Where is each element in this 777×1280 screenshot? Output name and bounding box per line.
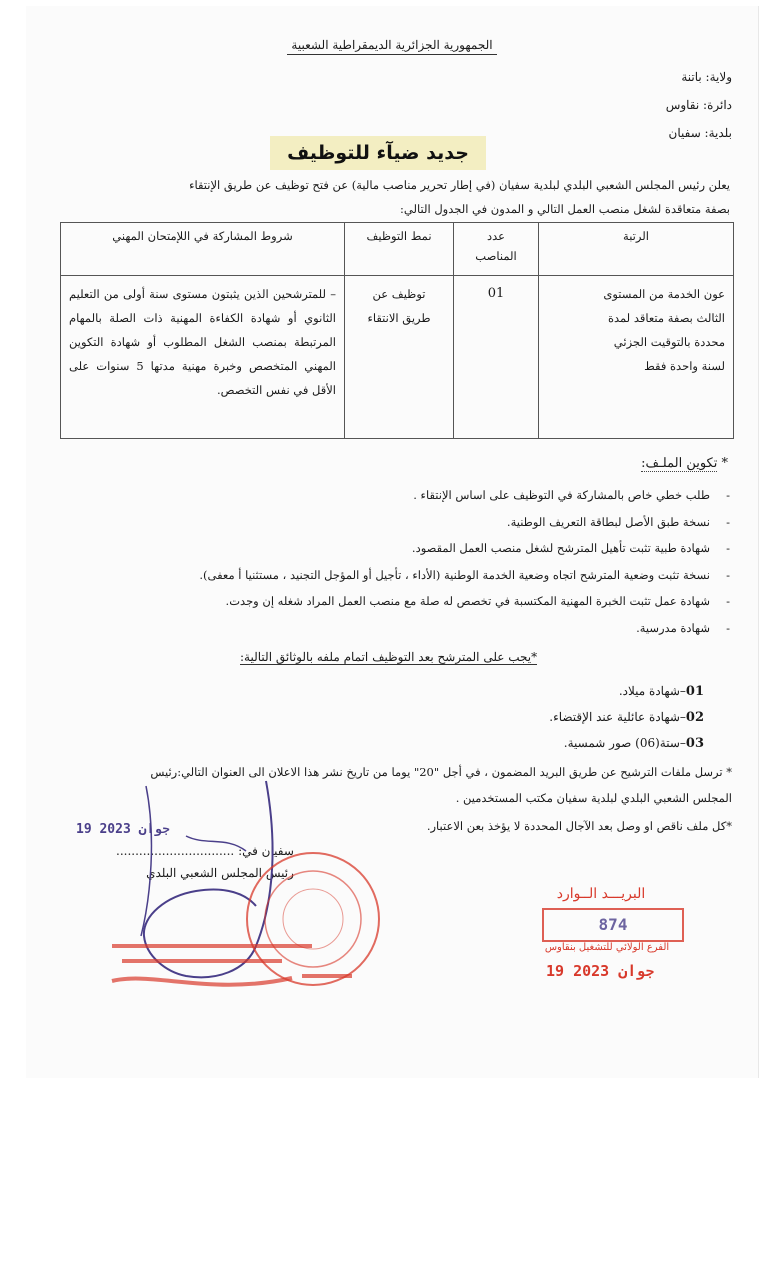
after-hiring-list — [549, 678, 704, 756]
list-item: - نسخة تثبت وضعية المترشح اتجاه وضعية الخدمة الوطنية (الأداء ، تأجيل أو المؤجل التجنيد ، مستثنيا أ معفى). — [72, 562, 732, 589]
mayor-name-stamp — [92, 926, 372, 1006]
list-item: 03–ستة(06) صور شمسية. — [563, 736, 704, 751]
header-count: عدد المناصب — [454, 223, 539, 276]
wilaya-label: ولاية: باتنة — [681, 70, 732, 84]
list-item: - طلب خطي خاص بالمشاركة في التوظيف على اساس الإنتقاء . — [72, 482, 732, 509]
table-header-row — [61, 223, 734, 276]
commune-label: بلدية: سفيان — [668, 126, 732, 140]
headline-banner: جديد ضيآء للتوظيف — [270, 136, 486, 170]
cell-mode: توظيف عن طريق الانتقاء — [345, 276, 454, 439]
list-item: - شهادة طبية تثبت تأهيل المترشح لشغل منصب العمل المقصود. — [72, 535, 732, 562]
mail-stamp-box: 874 — [542, 908, 684, 942]
intro-line-1: يعلن رئيس المجلس الشعبي البلدي لبلدية سفيان (في إطار تحرير مناصب مالية) عن فتح توظيف عن طريق الإنتقاء — [189, 178, 730, 192]
mail-stamp-date: 19 جوان 2023 — [546, 962, 655, 980]
republic-header: الجمهورية الجزائرية الديمقراطية الشعبية — [26, 38, 758, 52]
document-page — [26, 6, 759, 1078]
cell-conditions: – للمترشحين الذين يثبتون مستوى سنة أولى من التعليم الثانوي أو شهادة الكفاءة المهنية ذات الصلة بالمهام المرتبطة بمنصب الشغل المطلوب أو شهادة التكوين المهني المتخصص وخبرة مهنية مدتها 5 سنوات على الأقل في نفس التخصص. — [61, 276, 345, 439]
cell-rank: عون الخدمة من المستوى الثالث بصفة متعاقد لمدة محددة بالتوقيت الجزئي لسنة واحدة فقط — [539, 276, 734, 439]
after-hiring-title: *يجب على المترشح بعد التوظيف اتمام ملفه بالوثائق التالية: — [240, 650, 538, 664]
table-row — [61, 276, 734, 439]
list-item: 02–شهادة عائلية عند الإقتضاء. — [549, 710, 704, 725]
intro-line-2: بصفة متعاقدة لشغل منصب العمل التالي و المدون في الجدول التالي: — [400, 202, 730, 216]
list-item: - شهادة عمل تثبت الخبرة المهنية المكتسبة في تخصص له صلة مع منصب العمل المراد شغله إن وجدت. — [72, 588, 732, 615]
file-documents-list — [72, 482, 732, 641]
note-line-2: المجلس الشعبي البلدي لبلدية سفيان مكتب المستخدمين . — [455, 791, 732, 805]
file-section-title: * تكوين الملـف: — [641, 456, 728, 471]
positions-table — [60, 222, 734, 439]
signature-block: سفيان في: ............................... رئيس المجلس الشعبي البلدي — [116, 844, 294, 880]
header-rank: الرتبة — [539, 223, 734, 276]
header-mode: نمط التوظيف — [345, 223, 454, 276]
mail-stamp-sub: الفرع الولائي للتشغيل بنقاوس — [544, 942, 670, 953]
mail-stamp-title: البريـــد الــوارد — [556, 886, 646, 902]
signature-date-stamp: 19 جوان 2023 — [76, 822, 170, 837]
daira-label: دائرة: نقاوس — [665, 98, 732, 112]
note-line-3: *كل ملف ناقص او وصل بعد الآجال المحددة لا يؤخذ بعن الاعتبار. — [426, 819, 732, 833]
header-conditions: شروط المشاركة في اللإمتحان المهني — [61, 223, 345, 276]
list-item: - نسخة طبق الأصل لبطاقة التعريف الوطنية. — [72, 509, 732, 536]
note-line-1: * ترسل ملفات الترشيح عن طريق البريد المضمون ، في أجل "20" يوما من تاريخ نشر هذا الاعلان الى العنوان التالي:رئيس — [150, 765, 732, 779]
cell-count: 01 — [454, 276, 539, 439]
list-item: - شهادة مدرسية. — [72, 615, 732, 642]
list-item: 01–شهادة ميلاد. — [618, 684, 704, 699]
